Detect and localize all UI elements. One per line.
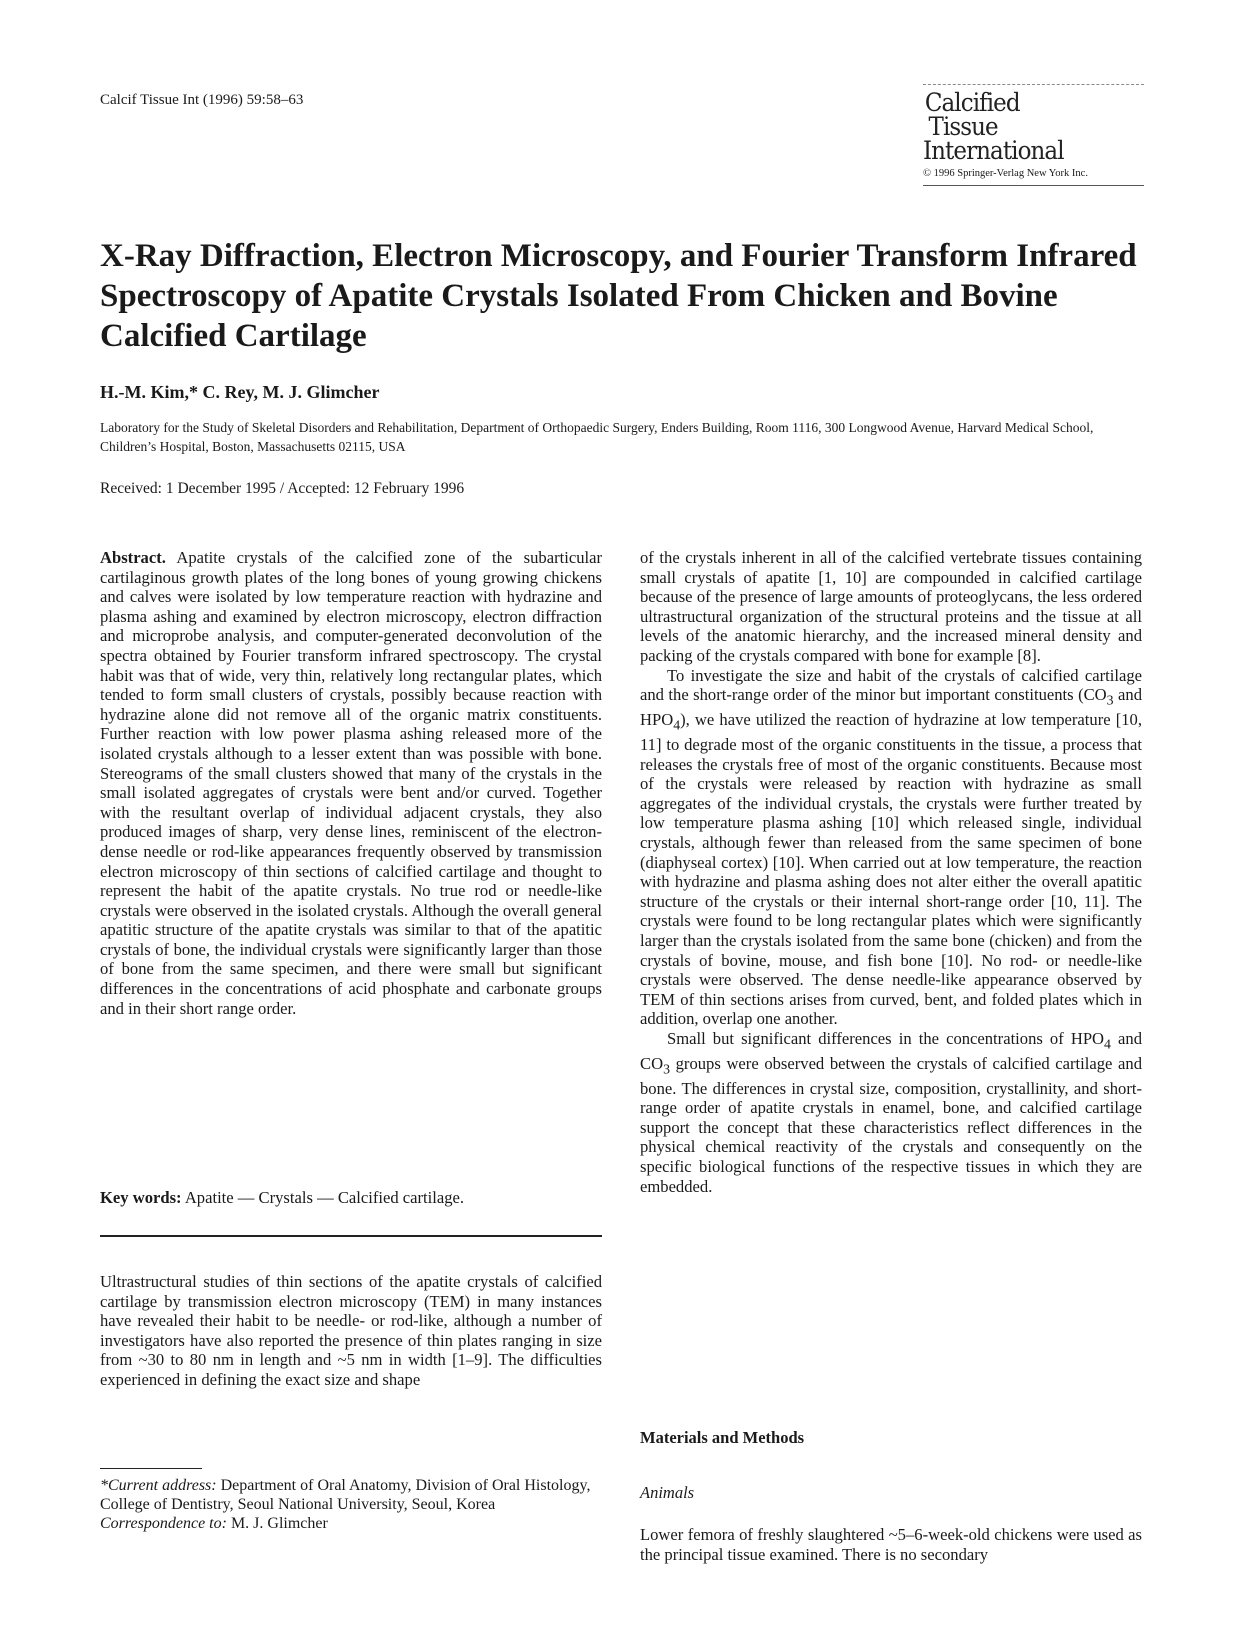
subscript-3: 3 bbox=[663, 1061, 670, 1077]
keywords-label: Key words: bbox=[100, 1188, 182, 1207]
footnote-correspondence-text: M. J. Glimcher bbox=[226, 1515, 328, 1532]
intro-paragraph-2 bbox=[640, 666, 1142, 1029]
abstract-divider bbox=[100, 1235, 602, 1237]
abstract-label: Abstract. bbox=[100, 548, 166, 567]
logo-line-calcified: Calcified bbox=[924, 88, 1020, 117]
subscript-3: 3 bbox=[1106, 692, 1114, 708]
keywords-text: Apatite — Crystals — Calcified cartilage. bbox=[184, 1188, 465, 1207]
received-dates: Received: 1 December 1995 / Accepted: 12 February 1996 bbox=[100, 480, 465, 497]
intro-left-column bbox=[100, 1272, 602, 1390]
author-affiliation: Laboratory for the Study of Skeletal Disorders and Rehabilitation, Department of Orthopaedic Surgery, Enders Building, Room 1116, 300 Longwood Avenue, Harvard Medical School, Children’s Hospital, Boston, Massachusetts 02115, USA bbox=[100, 420, 1094, 454]
abstract-text: Apatite crystals of the calcified zone of the subarticular cartilaginous growth plates of the long bones of young growing chickens and calves were isolated by low temperature reaction with hydrazine and plasma ashing and examined by electron microscopy, electron diffraction and microprobe analysis, and computer-generated deconvolution of the spectra obtained by Fourier transform infrared spectroscopy. The crystal habit was that of wide, very thin, relatively long rectangular plates, which tended to form small clusters of crystals, possibly because reaction with hydrazine alone did not remove all of the organic matrix constituents. Further reaction with low power plasma ashing released more of the isolated crystals although to a lesser extent than was possible with bone. Stereograms of the small clusters showed that many of the crystals in the small isolated aggregates of crystals were bent and/or curved. Together with the resultant overlap of individual adjacent crystals, they also produced images of sharp, very dense lines, reminiscent of the electron-dense needle or rod-like appearances frequently observed by transmission electron microscopy of thin sections of calcified cartilage and thought to represent the habit of the apatite crystals. No true rod or needle-like crystals were observed in the isolated crystals. Although the overall general apatitic structure of the apatite crystals was similar to that of the apatitic crystals of bone, the individual crystals were significantly larger than those of bone from the same specimen, and there were small but significant differences in the concentrations of acid phosphate and carbonate groups and in their short range order. bbox=[100, 548, 603, 1018]
intro-paragraph-3 bbox=[640, 1029, 1142, 1196]
keywords bbox=[100, 1188, 602, 1208]
intro-p3-part-b: and CO bbox=[640, 1028, 1142, 1073]
article-title: X-Ray Diffraction, Electron Microscopy, and Fourier Transform Infrared Spectroscopy of Apatite Crystals Isolated From Chicken and Bovine Calcified Cartilage bbox=[100, 238, 1137, 354]
intro-p2-part-b: and HPO bbox=[640, 685, 1142, 730]
intro-p2-part-a: To investigate the size and habit of the crystals of calcified cartilage and the short-range order of the minor but important constituents (CO bbox=[640, 665, 1142, 705]
logo-top-rule bbox=[923, 84, 1144, 85]
footnote-current-text: Department of Oral Anatomy, Division of Oral Histology, College of Dentistry, Seoul National University, Seoul, Korea bbox=[100, 1477, 591, 1513]
subscript-4: 4 bbox=[1104, 1036, 1111, 1052]
footnote-correspondence bbox=[100, 1514, 602, 1533]
intro-p2-part-c: ), we have utilized the reaction of hydrazine at low temperature [10, 11] to degrade most of the organic constituents in the tissue, a process that releases the crystals free of most of the organic constituents. Because most of the crystals were released by reaction with hydrazine as small aggregates of the individual crystals, the crystals were further treated by low temperature plasma ashing [10] which released single, individual crystals, although fewer than released from the same specimen of bone (diaphyseal cortex) [10]. When carried out at low temperature, the reaction with hydrazine and plasma ashing does not alter either the overall apatitic structure of the crystals or their internal short-range order [10, 11]. The crystals were found to be long rectangular plates which were significantly larger than the crystals isolated from the same bone (chicken) and from the crystals of bovine, mouse, and fish bone [10]. No rod- or needle-like crystals were observed. The dense needle-like appearance observed by TEM of thin sections arises from curved, bent, and folded plates which in addition, overlap one another. bbox=[640, 710, 1142, 1029]
footnote-current-address bbox=[100, 1476, 602, 1514]
methods-paragraph bbox=[640, 1525, 1142, 1564]
footnotes bbox=[100, 1476, 602, 1533]
footnote-current-label: *Current address: bbox=[100, 1477, 217, 1494]
intro-paragraph-1-cont: of the crystals inherent in all of the calcified vertebrate tissues containing small crystals of apatite [1, 10] are compounded in calcified cartilage because of the presence of large amounts of proteoglycans, the less ordered ultrastructural organization of the structural proteins and the tissue at all levels of the anatomic hierarchy, and the increased mineral density and packing of the crystals compared with bone for example [8]. bbox=[640, 548, 1142, 665]
section-heading-methods: Materials and Methods bbox=[640, 1428, 805, 1447]
logo-line-tissue: Tissue bbox=[928, 112, 998, 141]
methods-text: Lower femora of freshly slaughtered ~5–6-week-old chickens were used as the principal tissue examined. There is no secondary bbox=[640, 1525, 1142, 1564]
logo-bottom-rule bbox=[923, 185, 1144, 186]
footnote-correspondence-label: Correspondence to: bbox=[100, 1515, 227, 1532]
logo-line-international: International bbox=[923, 136, 1064, 165]
subsection-heading-animals: Animals bbox=[640, 1483, 695, 1502]
copyright-notice: © 1996 Springer-Verlag New York Inc. bbox=[923, 168, 1088, 179]
intro-paragraph-1: Ultrastructural studies of thin sections of the apatite crystals of calcified cartilage by transmission electron microscopy (TEM) in many instances have revealed their habit to be needle- or rod-like, although a number of investigators have also reported the presence of thin plates ranging in size from ~30 to 80 nm in length and ~5 nm in width [1–9]. The difficulties experienced in defining the exact size and shape bbox=[100, 1272, 602, 1389]
journal-reference: Calcif Tissue Int (1996) 59:58–63 bbox=[100, 92, 304, 108]
intro-right-column bbox=[640, 548, 1142, 1196]
subscript-4: 4 bbox=[673, 717, 681, 733]
intro-p3-part-a: Small but significant differences in the concentrations of HPO bbox=[667, 1028, 1105, 1048]
abstract bbox=[100, 548, 602, 1018]
intro-p3-part-c: groups were observed between the crystals of calcified cartilage and bone. The differences in crystal size, composition, crystallinity, and short-range order of apatite crystals in enamel, bone, and calcified cartilage support the concept that these characteristics reflect differences in the physical chemical reactivity of the crystals and consequently on the specific biological functions of the respective tissues in which they are embedded. bbox=[640, 1053, 1142, 1196]
journal-logo bbox=[923, 84, 1144, 186]
author-list: H.-M. Kim,* C. Rey, M. J. Glimcher bbox=[100, 382, 380, 402]
footnote-divider bbox=[100, 1468, 202, 1469]
